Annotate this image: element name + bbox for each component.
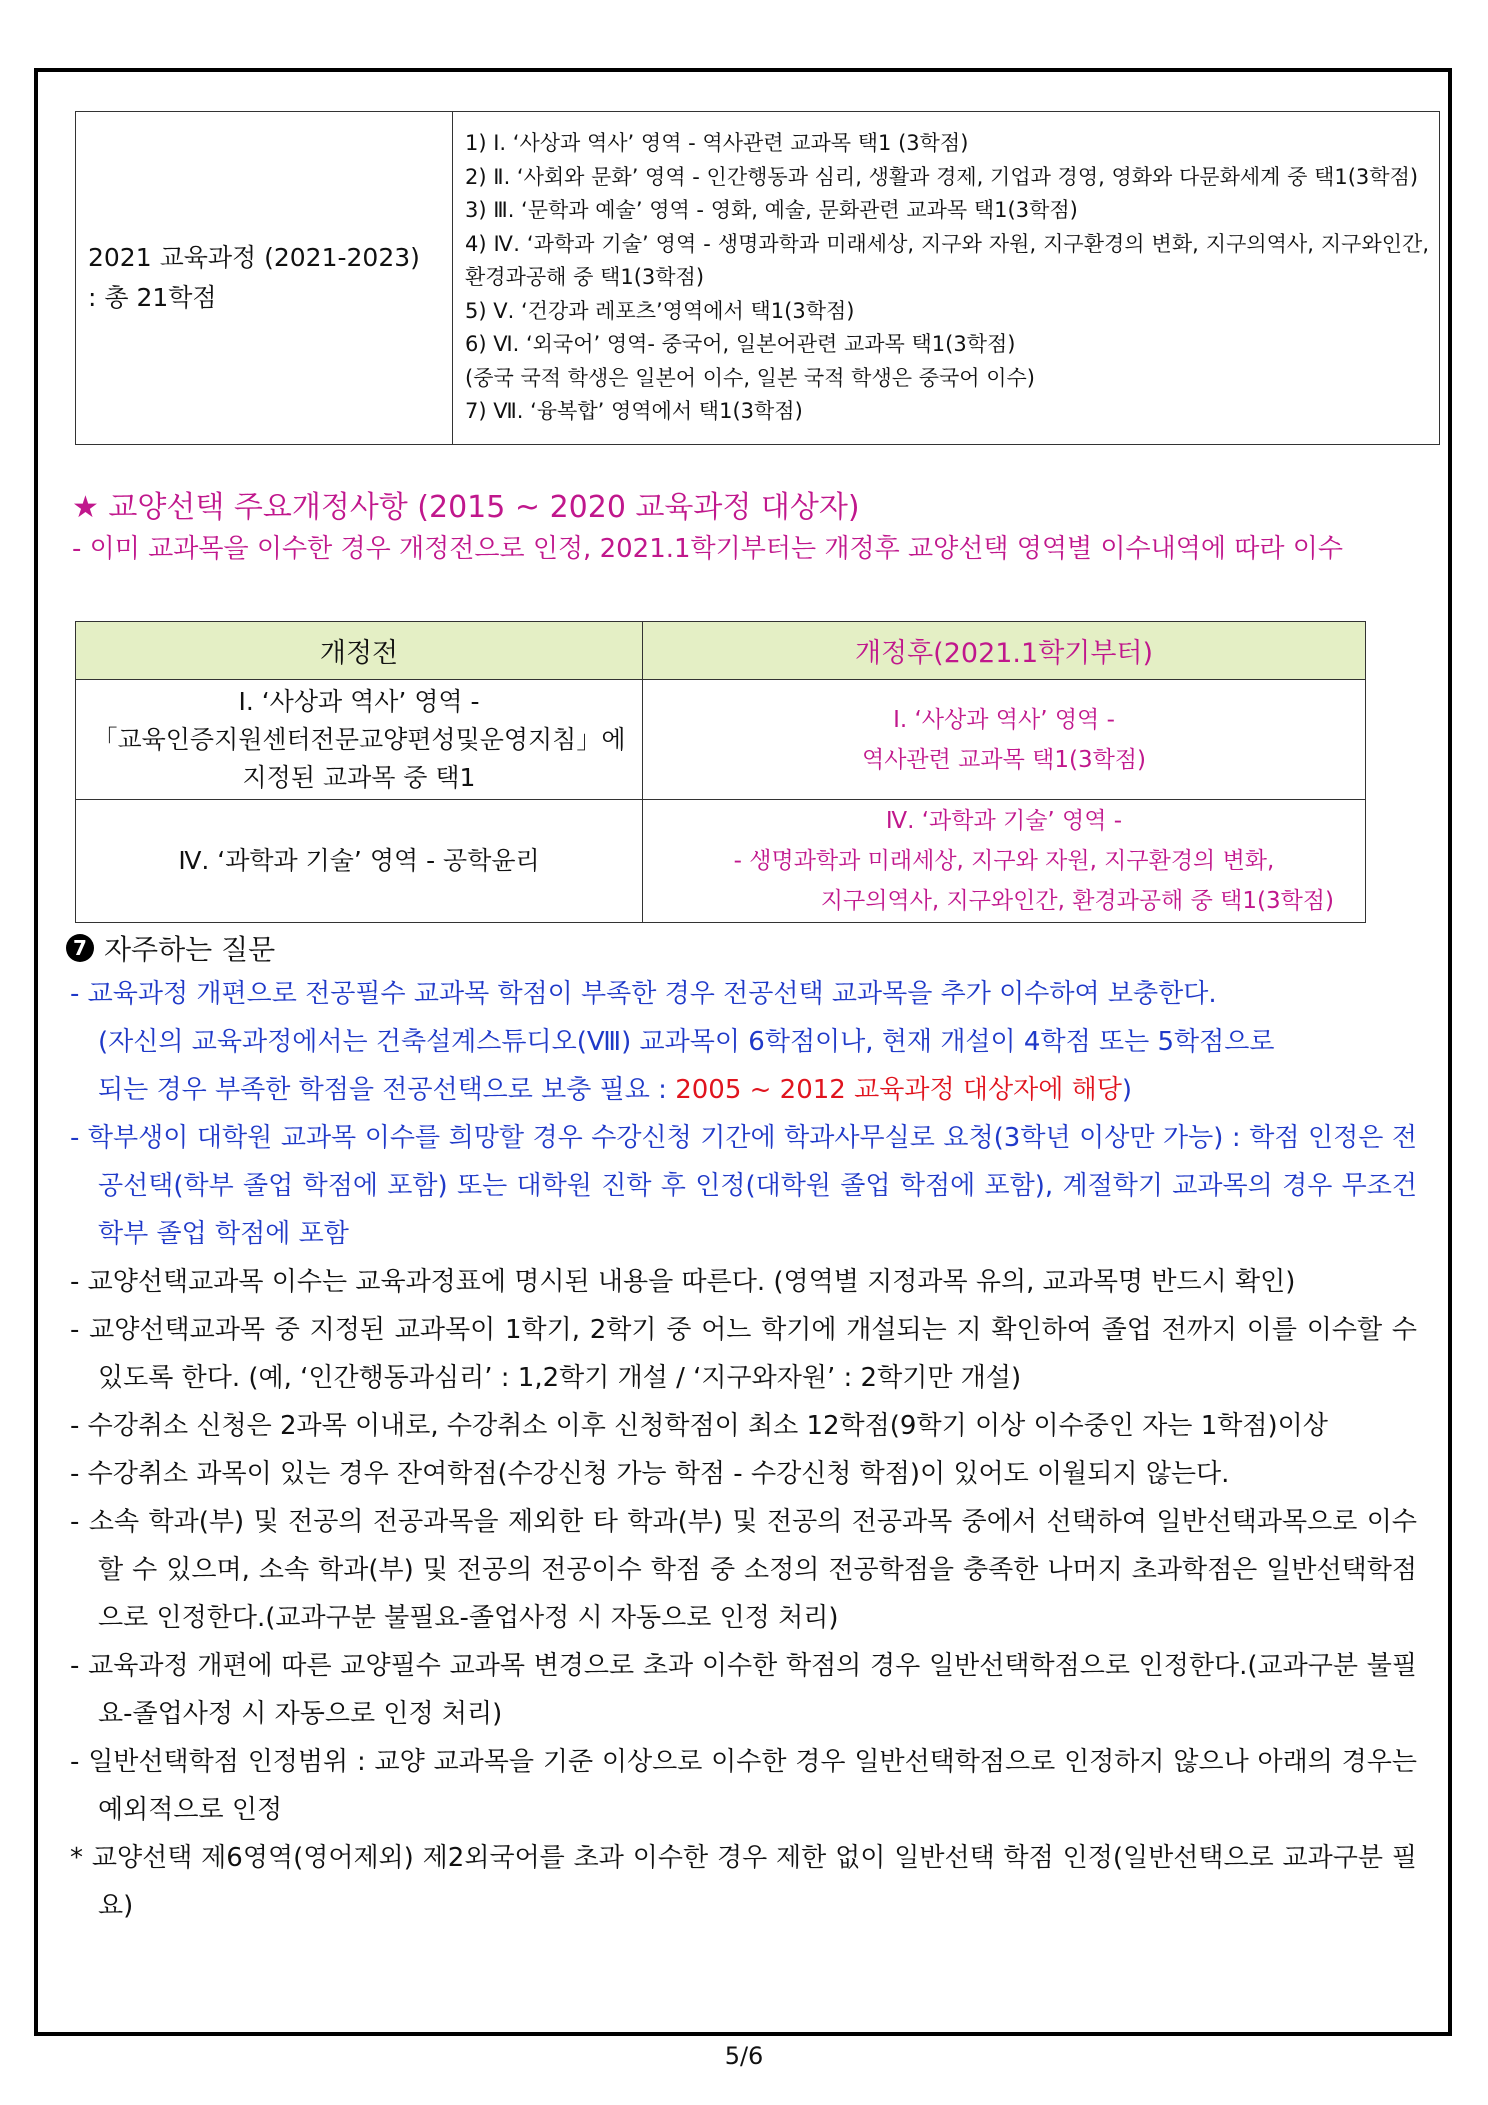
faq-item: - 교양선택교과목 중 지정된 교과목이 1학기, 2학기 중 어느 학기에 개설되는 지 확인하여 졸업 전까지 이를 이수할 수 있도록 한다. (예, ‘인간행동과심리’ : 1,2학기 개설 / ‘지구와자원’ : 2학기만 개설) — [70, 1315, 1417, 1393]
curriculum-item: 7) Ⅶ. ‘융복합’ 영역에서 택1(3학점) — [465, 399, 803, 424]
cell-line: Ⅰ. ‘사상과 역사’ 영역 - — [238, 686, 480, 716]
curriculum-item: 5) Ⅴ. ‘건강과 레포츠’영역에서 택1(3학점) — [465, 298, 855, 323]
faq-list — [70, 970, 1417, 1930]
curriculum-item: 3) Ⅲ. ‘문학과 예술’ 영역 - 영화, 예술, 문화관련 교과목 택1(3학점) — [465, 198, 1078, 223]
curriculum-item: 1) Ⅰ. ‘사상과 역사’ 영역 - 역사관련 교과목 택1 (3학점) — [465, 131, 969, 156]
revision-note: - 이미 교과목을 이수한 경우 개정전으로 인정, 2021.1학기부터는 개정후 교양선택 영역별 이수내역에 따라 이수 — [72, 534, 1343, 564]
curriculum-label: 2021 교육과정 (2021-2023) — [88, 243, 420, 272]
faq-item: - 소속 학과(부) 및 전공의 전공과목을 제외한 타 학과(부) 및 전공의 전공과목 중에서 선택하여 일반선택과목으로 이수할 수 있으며, 소속 학과(부) 및 전공의 전공이수 학점 중 소정의 전공학점을 충족한 나머지 초과학점은 일반선택학점으로 인정한다.(교과구분 불필요-졸업사정 시 자동으로 인정 처리) — [70, 1507, 1417, 1633]
faq-text: - 교육과정 개편으로 전공필수 교과목 학점이 부족한 경우 전공선택 교과목을 추가 이수하여 보충한다. — [70, 979, 1217, 1009]
faq-heading — [66, 928, 275, 968]
faq-item: * 교양선택 제6영역(영어제외) 제2외국어를 초과 이수한 경우 제한 없이 일반선택 학점 인정(일반선택으로 교과구분 필요) — [70, 1843, 1417, 1921]
cell-line: 지구의역사, 지구와인간, 환경과공해 중 택1(3학점) — [820, 888, 1334, 914]
revision-section-title: ★ 교양선택 주요개정사항 (2015 ~ 2020 교육과정 대상자) — [72, 490, 860, 525]
row2-after — [643, 800, 1366, 923]
curriculum-item: 2) Ⅱ. ‘사회와 문화’ 영역 - 인간행동과 심리, 생활과 경제, 기업과 경영, 영화와 다문화세계 중 택1(3학점) — [465, 164, 1419, 189]
cell-line: Ⅳ. ‘과학과 기술’ 영역 - — [885, 808, 1123, 834]
row1-after — [643, 680, 1366, 800]
faq-item: - 수강취소 과목이 있는 경우 잔여학점(수강신청 가능 학점 - 수강신청 학점)이 있어도 이월되지 않는다. — [70, 1459, 1230, 1489]
row1-before — [76, 680, 643, 800]
curriculum-items-cell — [453, 112, 1440, 445]
cell-line: 지정된 교과목 중 택1 — [242, 762, 476, 792]
number-7-icon: 7 — [66, 934, 94, 962]
faq-item: - 학부생이 대학원 교과목 이수를 희망할 경우 수강신청 기간에 학과사무실로 요청(3학년 이상만 가능) : 학점 인정은 전공선택(학부 졸업 학점에 포함) 또는 대학원 진학 후 인정(대학원 졸업 학점에 포함), 계절학기 교과목의 경우 무조건 학부 졸업 학점에 포함 — [70, 1123, 1417, 1249]
header-after: 개정후(2021.1학기부터) — [643, 622, 1366, 680]
cell-line: 「교육인증지원센터전문교양편성및운영지침」에 — [92, 724, 626, 754]
page-number: 5/6 — [724, 2042, 764, 2070]
faq-item: - 수강취소 신청은 2과목 이내로, 수강취소 이후 신청학점이 최소 12학점(9학기 이상 이수중인 자는 1학점)이상 — [70, 1411, 1328, 1441]
faq-text: 되는 경우 부족한 학점을 전공선택으로 보충 필요 : — [98, 1075, 676, 1105]
faq-item: - 일반선택학점 인정범위 : 교양 교과목을 기준 이상으로 이수한 경우 일반선택학점으로 인정하지 않으나 아래의 경우는 예외적으로 인정 — [70, 1747, 1417, 1825]
faq-item: - 교육과정 개편에 따른 교양필수 교과목 변경으로 초과 이수한 학점의 경우 일반선택학점으로 인정한다.(교과구분 불필요-졸업사정 시 자동으로 인정 처리) — [70, 1651, 1417, 1729]
curriculum-total-credits: : 총 21학점 — [88, 283, 217, 312]
faq-heading-text: 자주하는 질문 — [104, 933, 276, 966]
header-before: 개정전 — [76, 622, 643, 680]
cell-line: Ⅳ. ‘과학과 기술’ 영역 - 공학윤리 — [178, 846, 540, 875]
cell-line: - 생명과학과 미래세상, 지구와 자원, 지구환경의 변화, — [733, 848, 1275, 874]
faq-text: ) — [1121, 1075, 1132, 1105]
curriculum-item-note: (중국 국적 학생은 일본어 이수, 일본 국적 학생은 중국어 이수) — [465, 365, 1036, 390]
curriculum-item: 6) Ⅵ. ‘외국어’ 영역- 중국어, 일본어관련 교과목 택1(3학점) — [465, 332, 1016, 357]
faq-item — [70, 970, 1417, 1114]
curriculum-item: 4) Ⅳ. ‘과학과 기술’ 영역 - 생명과학과 미래세상, 지구와 자원, 지구환경의 변화, 지구의역사, 지구와인간, 환경과공해 중 택1(3학점) — [465, 231, 1429, 290]
row2-before — [76, 800, 643, 923]
curriculum-label-cell — [76, 112, 453, 445]
curriculum-2021-table — [75, 111, 1440, 445]
faq-text: (자신의 교육과정에서는 건축설계스튜디오(Ⅷ) 교과목이 6학점이나, 현재 개설이 4학점 또는 5학점으로 — [98, 1027, 1275, 1057]
revision-table — [75, 621, 1366, 923]
cell-line: Ⅰ. ‘사상과 역사’ 영역 - — [893, 706, 1115, 733]
faq-highlight: 2005 ~ 2012 교육과정 대상자에 해당 — [675, 1075, 1122, 1105]
cell-line: 역사관련 교과목 택1(3학점) — [861, 746, 1146, 773]
faq-item: - 교양선택교과목 이수는 교육과정표에 명시된 내용을 따른다. (영역별 지정과목 유의, 교과목명 반드시 확인) — [70, 1267, 1296, 1297]
